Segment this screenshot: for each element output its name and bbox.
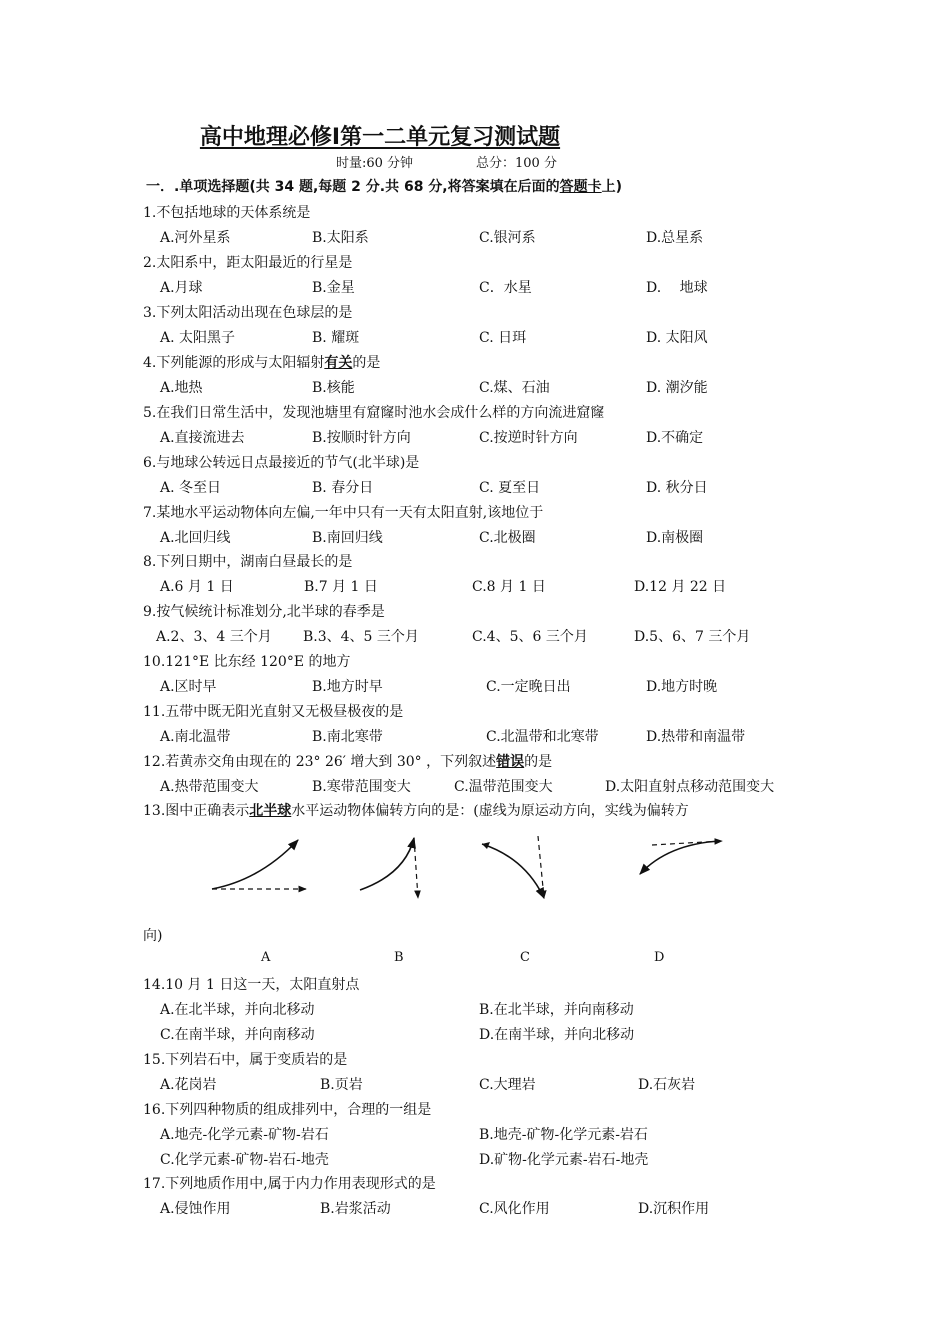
option: A.地热 — [160, 380, 203, 396]
option: C.大理岩 — [479, 1077, 536, 1093]
option: D.太阳直射点移动范围变大 — [605, 779, 775, 795]
figure-label-a: A — [261, 950, 271, 965]
question-10: 10.121°E 比东经 120°E 的地方 — [143, 654, 351, 670]
figure-a — [212, 840, 306, 889]
option: D.沉积作用 — [638, 1201, 710, 1217]
option: B. 春分日 — [312, 480, 374, 496]
question-4: 4.下列能源的形成与太阳辐射有关的是 — [143, 355, 381, 371]
figure-label-c: C — [520, 950, 530, 965]
option: C.温带范围变大 — [454, 779, 553, 795]
question-1: 1.不包括地球的天体系统是 — [143, 205, 311, 221]
option: C.化学元素-矿物-岩石-地壳 — [160, 1152, 329, 1168]
question-13: 13.图中正确表示北半球水平运动物体偏转方向的是：(虚线为原运动方向，实线为偏转方 — [143, 803, 689, 819]
option: C.银河系 — [479, 230, 536, 246]
figure-c — [482, 836, 544, 898]
option: C.北温带和北寒带 — [486, 729, 599, 745]
deflection-figure — [200, 828, 740, 908]
option: D.5、6、7 三个月 — [634, 629, 751, 645]
option: C.在南半球，并向南移动 — [160, 1027, 315, 1043]
question-17: 17.下列地质作用中,属于内力作用表现形式的是 — [143, 1176, 436, 1192]
option: D.热带和南温带 — [646, 729, 746, 745]
option: A.在北半球，并向北移动 — [160, 1002, 315, 1018]
question-7: 7.某地水平运动物体向左偏,一年中只有一天有太阳直射,该地位于 — [143, 505, 544, 521]
option: D.不确定 — [646, 430, 704, 446]
option: D.南极圈 — [646, 530, 704, 546]
option: A.北回归线 — [160, 530, 231, 546]
option: A.2、3、4 三个月 — [156, 629, 272, 645]
option: A.热带范围变大 — [160, 779, 259, 795]
section-heading: 一．.单项选择题(共 34 题,每题 2 分.共 68 分,将答案填在后面的答题卡上) — [146, 179, 623, 195]
option: B.太阳系 — [312, 230, 369, 246]
question-8: 8.下列日期中，湖南白昼最长的是 — [143, 554, 353, 570]
option: A. 太阳黑子 — [160, 330, 236, 346]
option: A.月球 — [160, 280, 203, 296]
option: C. 夏至日 — [479, 480, 541, 496]
figure-label-b: B — [394, 950, 404, 965]
question-9: 9.按气候统计标准划分,北半球的春季是 — [143, 604, 385, 620]
question-11: 11.五带中既无阳光直射又无极昼极夜的是 — [143, 704, 404, 720]
option: D. 地球 — [646, 280, 708, 296]
option: A.侵蚀作用 — [160, 1201, 231, 1217]
question-14: 14.10 月 1 日这一天，太阳直射点 — [143, 977, 360, 993]
question-3: 3.下列太阳活动出现在色球层的是 — [143, 305, 353, 321]
exam-score: 总分：100 分 — [476, 156, 557, 171]
option: C．水星 — [479, 280, 532, 296]
page-title: 高中地理必修Ⅰ第一二单元复习测试题 — [199, 125, 561, 150]
option: B.7 月 1 日 — [304, 579, 378, 595]
option: D.12 月 22 日 — [634, 579, 727, 595]
question-15: 15.下列岩石中，属于变质岩的是 — [143, 1052, 348, 1068]
option: C.风化作用 — [479, 1201, 550, 1217]
exam-time: 时量:60 分钟 — [336, 156, 414, 171]
question-2: 2.太阳系中，距太阳最近的行星是 — [143, 255, 353, 271]
option: D. 潮汐能 — [646, 380, 708, 396]
option: C.煤、石油 — [479, 380, 550, 396]
option: A.直接流进去 — [160, 430, 245, 446]
question-16: 16.下列四种物质的组成排列中，合理的一组是 — [143, 1102, 432, 1118]
option: D.地方时晚 — [646, 679, 718, 695]
option: A.南北温带 — [160, 729, 231, 745]
option: B.在北半球，并向南移动 — [479, 1002, 634, 1018]
option: B.南回归线 — [312, 530, 383, 546]
option: C.4、5、6 三个月 — [472, 629, 588, 645]
option: D.石灰岩 — [638, 1077, 696, 1093]
option: B.寒带范围变大 — [312, 779, 411, 795]
option: D.在南半球，并向北移动 — [479, 1027, 635, 1043]
question-6: 6.与地球公转远日点最接近的节气(北半球)是 — [143, 455, 420, 471]
question-5: 5.在我们日常生活中，发现池塘里有窟窿时池水会成什么样的方向流进窟窿 — [143, 405, 605, 421]
option: B.地壳-矿物-化学元素-岩石 — [479, 1127, 648, 1143]
option: D.矿物-化学元素-岩石-地壳 — [479, 1152, 649, 1168]
option: C.北极圈 — [479, 530, 536, 546]
option: A.地壳-化学元素-矿物-岩石 — [160, 1127, 329, 1143]
option: B. 耀斑 — [312, 330, 360, 346]
option: C. 日珥 — [479, 330, 527, 346]
option: A.花岗岩 — [160, 1077, 217, 1093]
option: A.河外星系 — [160, 230, 231, 246]
option: C.8 月 1 日 — [472, 579, 546, 595]
option: A.区时早 — [160, 679, 217, 695]
option: B.页岩 — [320, 1077, 363, 1093]
figure-d — [640, 841, 722, 874]
option: B.南北寒带 — [312, 729, 383, 745]
option: C.按逆时针方向 — [479, 430, 578, 446]
option: D.总星系 — [646, 230, 704, 246]
option: A. 冬至日 — [160, 480, 222, 496]
option: B.3、4、5 三个月 — [303, 629, 419, 645]
option: B.核能 — [312, 380, 355, 396]
option: A.6 月 1 日 — [160, 579, 234, 595]
option: B.岩浆活动 — [320, 1201, 391, 1217]
option: B.金星 — [312, 280, 355, 296]
figure-label-d: D — [654, 950, 665, 965]
question-13-tail: 向) — [143, 928, 163, 944]
figure-b — [360, 838, 418, 898]
question-12: 12.若黄赤交角由现在的 23° 26′ 增大到 30° ，下列叙述错误的是 — [143, 754, 553, 770]
option: B.按顺时针方向 — [312, 430, 411, 446]
option: B.地方时早 — [312, 679, 383, 695]
option: D. 太阳风 — [646, 330, 708, 346]
option: D. 秋分日 — [646, 480, 708, 496]
option: C.一定晚日出 — [486, 679, 571, 695]
